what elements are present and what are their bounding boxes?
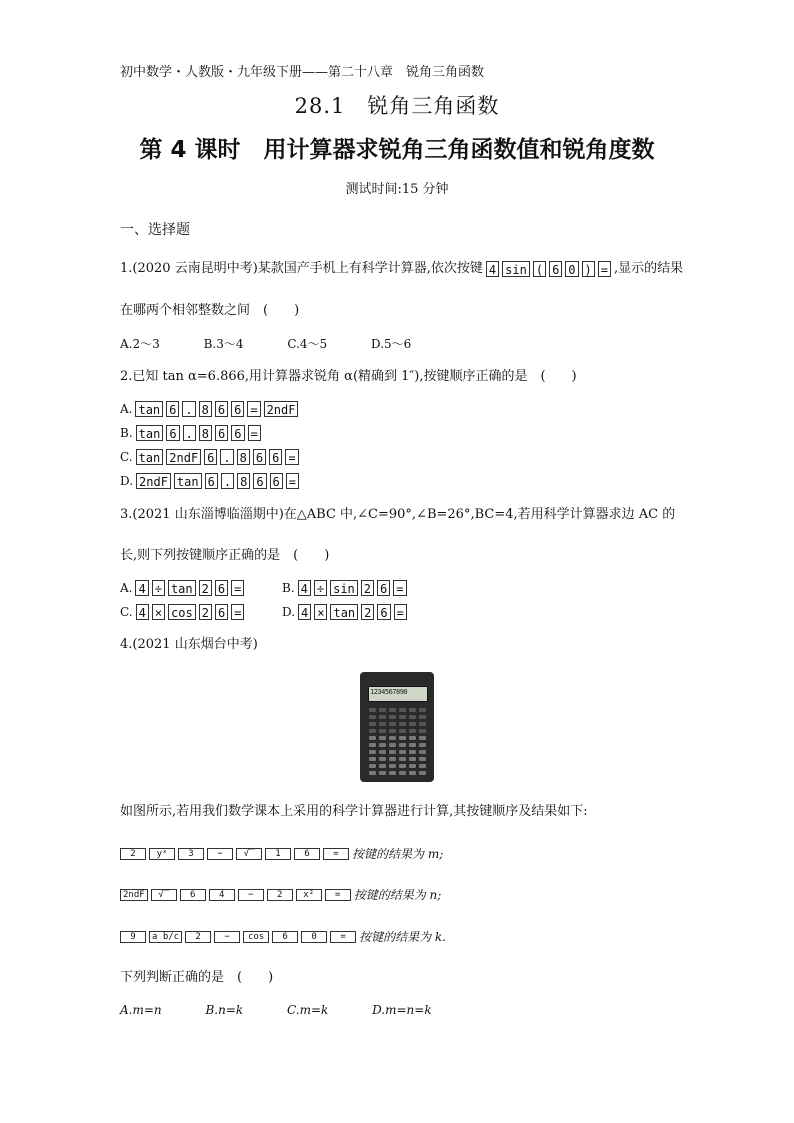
calculator-key	[379, 715, 386, 719]
key: 2	[120, 848, 146, 860]
key: .	[220, 449, 233, 465]
key: 6	[231, 425, 244, 441]
key: yˣ	[149, 848, 175, 860]
key: 6	[204, 449, 217, 465]
calculator-key	[399, 715, 406, 719]
calculator-key	[379, 764, 386, 768]
key: tan	[174, 473, 202, 489]
calculator-key	[419, 750, 426, 754]
page-header: 初中数学・人教版・九年级下册——第二十八章 锐角三角函数	[120, 65, 485, 80]
calculator-key	[419, 722, 426, 726]
key: x²	[296, 889, 322, 901]
calculator-key	[419, 708, 426, 712]
key: 6	[294, 848, 320, 860]
key: 6	[180, 889, 206, 901]
key: √‾	[236, 848, 262, 860]
calculator-key	[389, 750, 396, 754]
key: .	[221, 473, 234, 489]
result-text: 按键的结果为 m;	[352, 847, 444, 861]
q1-option-c: C.4～5	[287, 337, 328, 351]
key: =	[231, 580, 244, 596]
calculator-key	[379, 757, 386, 761]
key: ÷	[152, 580, 165, 596]
key: 2ndF	[120, 889, 148, 901]
q1-option-a: A.2～3	[120, 337, 160, 351]
key: 2	[267, 889, 293, 901]
option-label: A.	[120, 581, 133, 595]
question-2-text: 2.已知 tan α=6.866,用计算器求锐角 α(精确到 1″),按键顺序正确的是 ( )	[120, 369, 577, 384]
q4-option-a: A.m=n	[120, 1003, 162, 1017]
key: 2	[199, 604, 212, 620]
calculator-key	[379, 750, 386, 754]
q1-text-b: ,显示的结果	[614, 261, 684, 276]
key: =	[330, 931, 356, 943]
key: 1	[265, 848, 291, 860]
q1-key: 4	[486, 261, 499, 277]
q1-key: 6	[549, 261, 562, 277]
key: =	[325, 889, 351, 901]
calculator-key	[399, 764, 406, 768]
key: =	[248, 425, 261, 441]
lesson-title: 第 4 课时 用计算器求锐角三角函数值和锐角度数	[139, 137, 655, 163]
q4-row-n	[120, 886, 441, 903]
question-4-prompt: 下列判断正确的是 ( )	[120, 970, 274, 985]
calculator-key	[419, 743, 426, 747]
test-time: 测试时间:15 分钟	[345, 182, 449, 197]
question-1-line1	[120, 260, 683, 278]
q3-option-a	[120, 580, 244, 596]
key: 6	[215, 580, 228, 596]
key: sin	[330, 580, 358, 596]
key: 6	[269, 449, 282, 465]
key: tan	[168, 580, 196, 596]
calculator-key	[409, 771, 416, 775]
key: 4	[298, 604, 311, 620]
calculator-key	[389, 757, 396, 761]
key: .	[182, 401, 195, 417]
q1-key: (	[533, 261, 546, 277]
key: 6	[166, 425, 179, 441]
q2-option-a	[120, 401, 298, 417]
key: 2	[361, 580, 374, 596]
key: cos	[168, 604, 196, 620]
key: 6	[253, 473, 266, 489]
q4-options	[120, 1003, 472, 1017]
calculator-key	[389, 771, 396, 775]
calculator-key	[419, 736, 426, 740]
q4-option-b: B.n=k	[205, 1003, 244, 1017]
calculator-key	[389, 743, 396, 747]
calculator-key	[369, 750, 376, 754]
key: =	[285, 449, 298, 465]
q1-options	[120, 335, 451, 352]
key: 6	[253, 449, 266, 465]
calculator-key	[369, 736, 376, 740]
q1-option-d: D.5～6	[371, 337, 412, 351]
key: 8	[199, 401, 212, 417]
calculator-key	[419, 757, 426, 761]
calculator-key	[409, 708, 416, 712]
question-3-line2: 长,则下列按键顺序正确的是 ( )	[120, 548, 330, 563]
calculator-key	[379, 729, 386, 733]
q1-key: )	[582, 261, 595, 277]
key: 6	[270, 473, 283, 489]
calculator-key	[389, 764, 396, 768]
question-4-title: 4.(2021 山东烟台中考)	[120, 637, 258, 652]
key: 6	[205, 473, 218, 489]
key: 0	[301, 931, 327, 943]
calculator-key	[399, 729, 406, 733]
calculator-key	[369, 757, 376, 761]
calculator-key	[409, 743, 416, 747]
option-label: B.	[120, 426, 133, 440]
calculator-key	[389, 736, 396, 740]
key: =	[323, 848, 349, 860]
calculator-key	[369, 715, 376, 719]
calculator-key	[419, 764, 426, 768]
key: =	[231, 604, 244, 620]
key: 4	[209, 889, 235, 901]
option-label: D.	[282, 605, 296, 619]
calculator-key	[399, 757, 406, 761]
key: 2ndF	[264, 401, 299, 417]
calculator-key	[399, 750, 406, 754]
result-text: 按键的结果为 k.	[359, 930, 446, 944]
calculator-key	[399, 708, 406, 712]
key: tan	[136, 425, 164, 441]
calculator-key	[379, 722, 386, 726]
q3-option-b	[282, 580, 407, 596]
key: ×	[314, 604, 327, 620]
key: 9	[120, 931, 146, 943]
q1-option-b: B.3～4	[203, 337, 244, 351]
q4-option-c: C.m=k	[287, 1003, 329, 1017]
option-label: B.	[282, 581, 295, 595]
calculator-key	[369, 708, 376, 712]
key: tan	[135, 401, 163, 417]
key: 2ndF	[166, 449, 201, 465]
calculator-key	[409, 764, 416, 768]
calculator-key	[399, 736, 406, 740]
key: 2	[199, 580, 212, 596]
key: 6	[272, 931, 298, 943]
q2-option-d	[120, 473, 299, 489]
calculator-key	[419, 771, 426, 775]
key: 6	[215, 401, 228, 417]
key: 6	[166, 401, 179, 417]
option-label: A.	[120, 402, 133, 416]
calculator-key	[369, 764, 376, 768]
calculator-key	[389, 708, 396, 712]
key: 2	[185, 931, 211, 943]
calculator-key	[409, 729, 416, 733]
key: 2	[361, 604, 374, 620]
calculator-key	[409, 722, 416, 726]
calculator-key	[369, 771, 376, 775]
key: =	[286, 473, 299, 489]
calculator-display: 1234567890	[370, 688, 408, 696]
calculator-key	[389, 729, 396, 733]
key: 8	[237, 473, 250, 489]
calculator-image	[360, 672, 434, 782]
key: tan	[330, 604, 358, 620]
key: 6	[215, 425, 228, 441]
q4-row-m	[120, 845, 443, 862]
calculator-key	[399, 771, 406, 775]
key: =	[247, 401, 260, 417]
question-1-line2: 在哪两个相邻整数之间 ( )	[120, 303, 300, 318]
key: 8	[237, 449, 250, 465]
option-label: C.	[120, 450, 133, 464]
calculator-key	[379, 736, 386, 740]
q3-option-d	[282, 604, 407, 620]
option-label: D.	[120, 474, 134, 488]
key: =	[394, 604, 407, 620]
key: .	[183, 425, 196, 441]
key: 4	[135, 580, 148, 596]
key: cos	[243, 931, 269, 943]
key: a b/c	[149, 931, 182, 943]
key: ÷	[314, 580, 327, 596]
q4-option-d: D.m=n=k	[372, 1003, 432, 1017]
key: 8	[199, 425, 212, 441]
q2-option-b	[120, 425, 261, 441]
key: 3	[178, 848, 204, 860]
q1-key: =	[598, 261, 611, 277]
calculator-key	[399, 722, 406, 726]
key: 4	[298, 580, 311, 596]
calculator-key	[409, 757, 416, 761]
calculator-key	[419, 729, 426, 733]
key: 6	[377, 580, 390, 596]
option-label: C.	[120, 605, 133, 619]
key: 2ndF	[136, 473, 171, 489]
question-4-intro: 如图所示,若用我们数学课本上采用的科学计算器进行计算,其按键顺序及结果如下:	[120, 804, 588, 819]
calculator-key	[369, 722, 376, 726]
calculator-key	[409, 750, 416, 754]
calculator-key	[399, 743, 406, 747]
calculator-key	[419, 715, 426, 719]
q1-key: 0	[565, 261, 578, 277]
calculator-key	[389, 715, 396, 719]
key: 6	[231, 401, 244, 417]
question-3-line1: 3.(2021 山东淄博临淄期中)在△ABC 中,∠C=90°,∠B=26°,BC=4,若用科学计算器求边 AC 的	[120, 507, 676, 522]
q3-option-c	[120, 604, 244, 620]
calculator-key	[389, 722, 396, 726]
key: −	[214, 931, 240, 943]
calculator-key	[379, 708, 386, 712]
key: −	[207, 848, 233, 860]
key: √‾	[151, 889, 177, 901]
section-title: 28.1 锐角三角函数	[294, 94, 500, 118]
calculator-key	[409, 736, 416, 740]
q4-row-k	[120, 928, 446, 945]
key: tan	[136, 449, 164, 465]
key: −	[238, 889, 264, 901]
result-text: 按键的结果为 n;	[353, 888, 442, 902]
key: =	[393, 580, 406, 596]
calculator-key	[379, 743, 386, 747]
q1-text-a: 1.(2020 云南昆明中考)某款国产手机上有科学计算器,依次按键	[120, 261, 483, 276]
calculator-key	[369, 743, 376, 747]
key: 4	[136, 604, 149, 620]
calculator-key	[379, 771, 386, 775]
key: ×	[152, 604, 165, 620]
q2-option-c	[120, 449, 299, 465]
key: 6	[377, 604, 390, 620]
part-heading: 一、选择题	[120, 222, 190, 238]
q1-key: sin	[502, 261, 530, 277]
key: 6	[215, 604, 228, 620]
calculator-key	[369, 729, 376, 733]
calculator-key	[409, 715, 416, 719]
